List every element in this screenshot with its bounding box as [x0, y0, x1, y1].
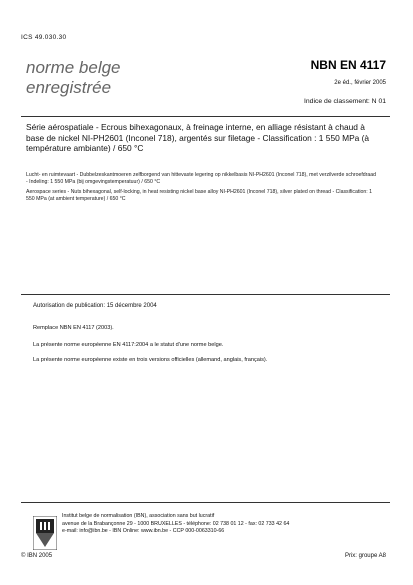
title-english: Aerospace series - Nuts bihexagonal, self-locking, in heat resisting nickel base alloy NI-PH2601 (Inconel 718), silver plated on thread - Classification: 1 550 MPa (at ambient temperature) / 650 °C — [26, 189, 373, 203]
institute-name: Institut belge de normalisation (IBN), association sans but lucratif — [62, 513, 215, 519]
classification-index: Indice de classement: N 01 — [304, 98, 386, 105]
divider-top — [21, 116, 390, 117]
replaces-note: Remplace NBN EN 4117 (2003). — [33, 325, 114, 331]
title-dutch: Lucht- en ruimtevaart - Dubbelzeskantmoeren zelfborgend van hittevaste legering op nikkelbasis NI-PH2601 (Inconel 718), met verzilverde schroefdraad - Indeling: 1 550 MPa (bij omgevingstemperatuur) / 650 °C — [26, 172, 377, 186]
ics-code: ICS 49.030.30 — [21, 34, 67, 41]
edition-date: 2e éd., février 2005 — [334, 80, 386, 86]
title-french: Série aérospatiale - Ecrous bihexagonaux, à freinage interne, en alliage résistant à chaud à base de nickel NI-PH2601 (Inconel 718), argentés sur filetage - Classification : 1 550 MPa (à température ambiante) / 650 °C — [26, 122, 370, 154]
brand-label — [26, 58, 121, 98]
ibn-logo-icon — [33, 516, 57, 550]
institute-address — [62, 513, 382, 536]
publication-approval: Autorisation de publication: 15 décembre 2004 — [33, 303, 157, 309]
status-note: La présente norme européenne EN 4117:2004 a le statut d'une norme belge. — [33, 342, 224, 348]
copyright: © IBN 2005 — [21, 553, 53, 559]
versions-note: La présente norme européenne existe en trois versions officielles (allemand, anglais, français). — [33, 357, 268, 363]
price-group: Prix: groupe A8 — [344, 553, 386, 559]
divider-middle — [21, 294, 390, 295]
institute-online: e-mail: info@ibn.be - IBN Online: www.ibn.be - CCP 000-0063310-66 — [62, 528, 225, 535]
divider-bottom — [21, 502, 390, 503]
brand-line-2: enregistrée — [26, 78, 112, 97]
standard-number: NBN EN 4117 — [310, 58, 386, 72]
brand-line-1: norme belge — [26, 58, 121, 77]
institute-contact: avenue de la Brabançonne 29 - 1000 BRUXELLES - téléphone: 02 738 01 12 - fax: 02 733 42 64 — [62, 520, 290, 527]
